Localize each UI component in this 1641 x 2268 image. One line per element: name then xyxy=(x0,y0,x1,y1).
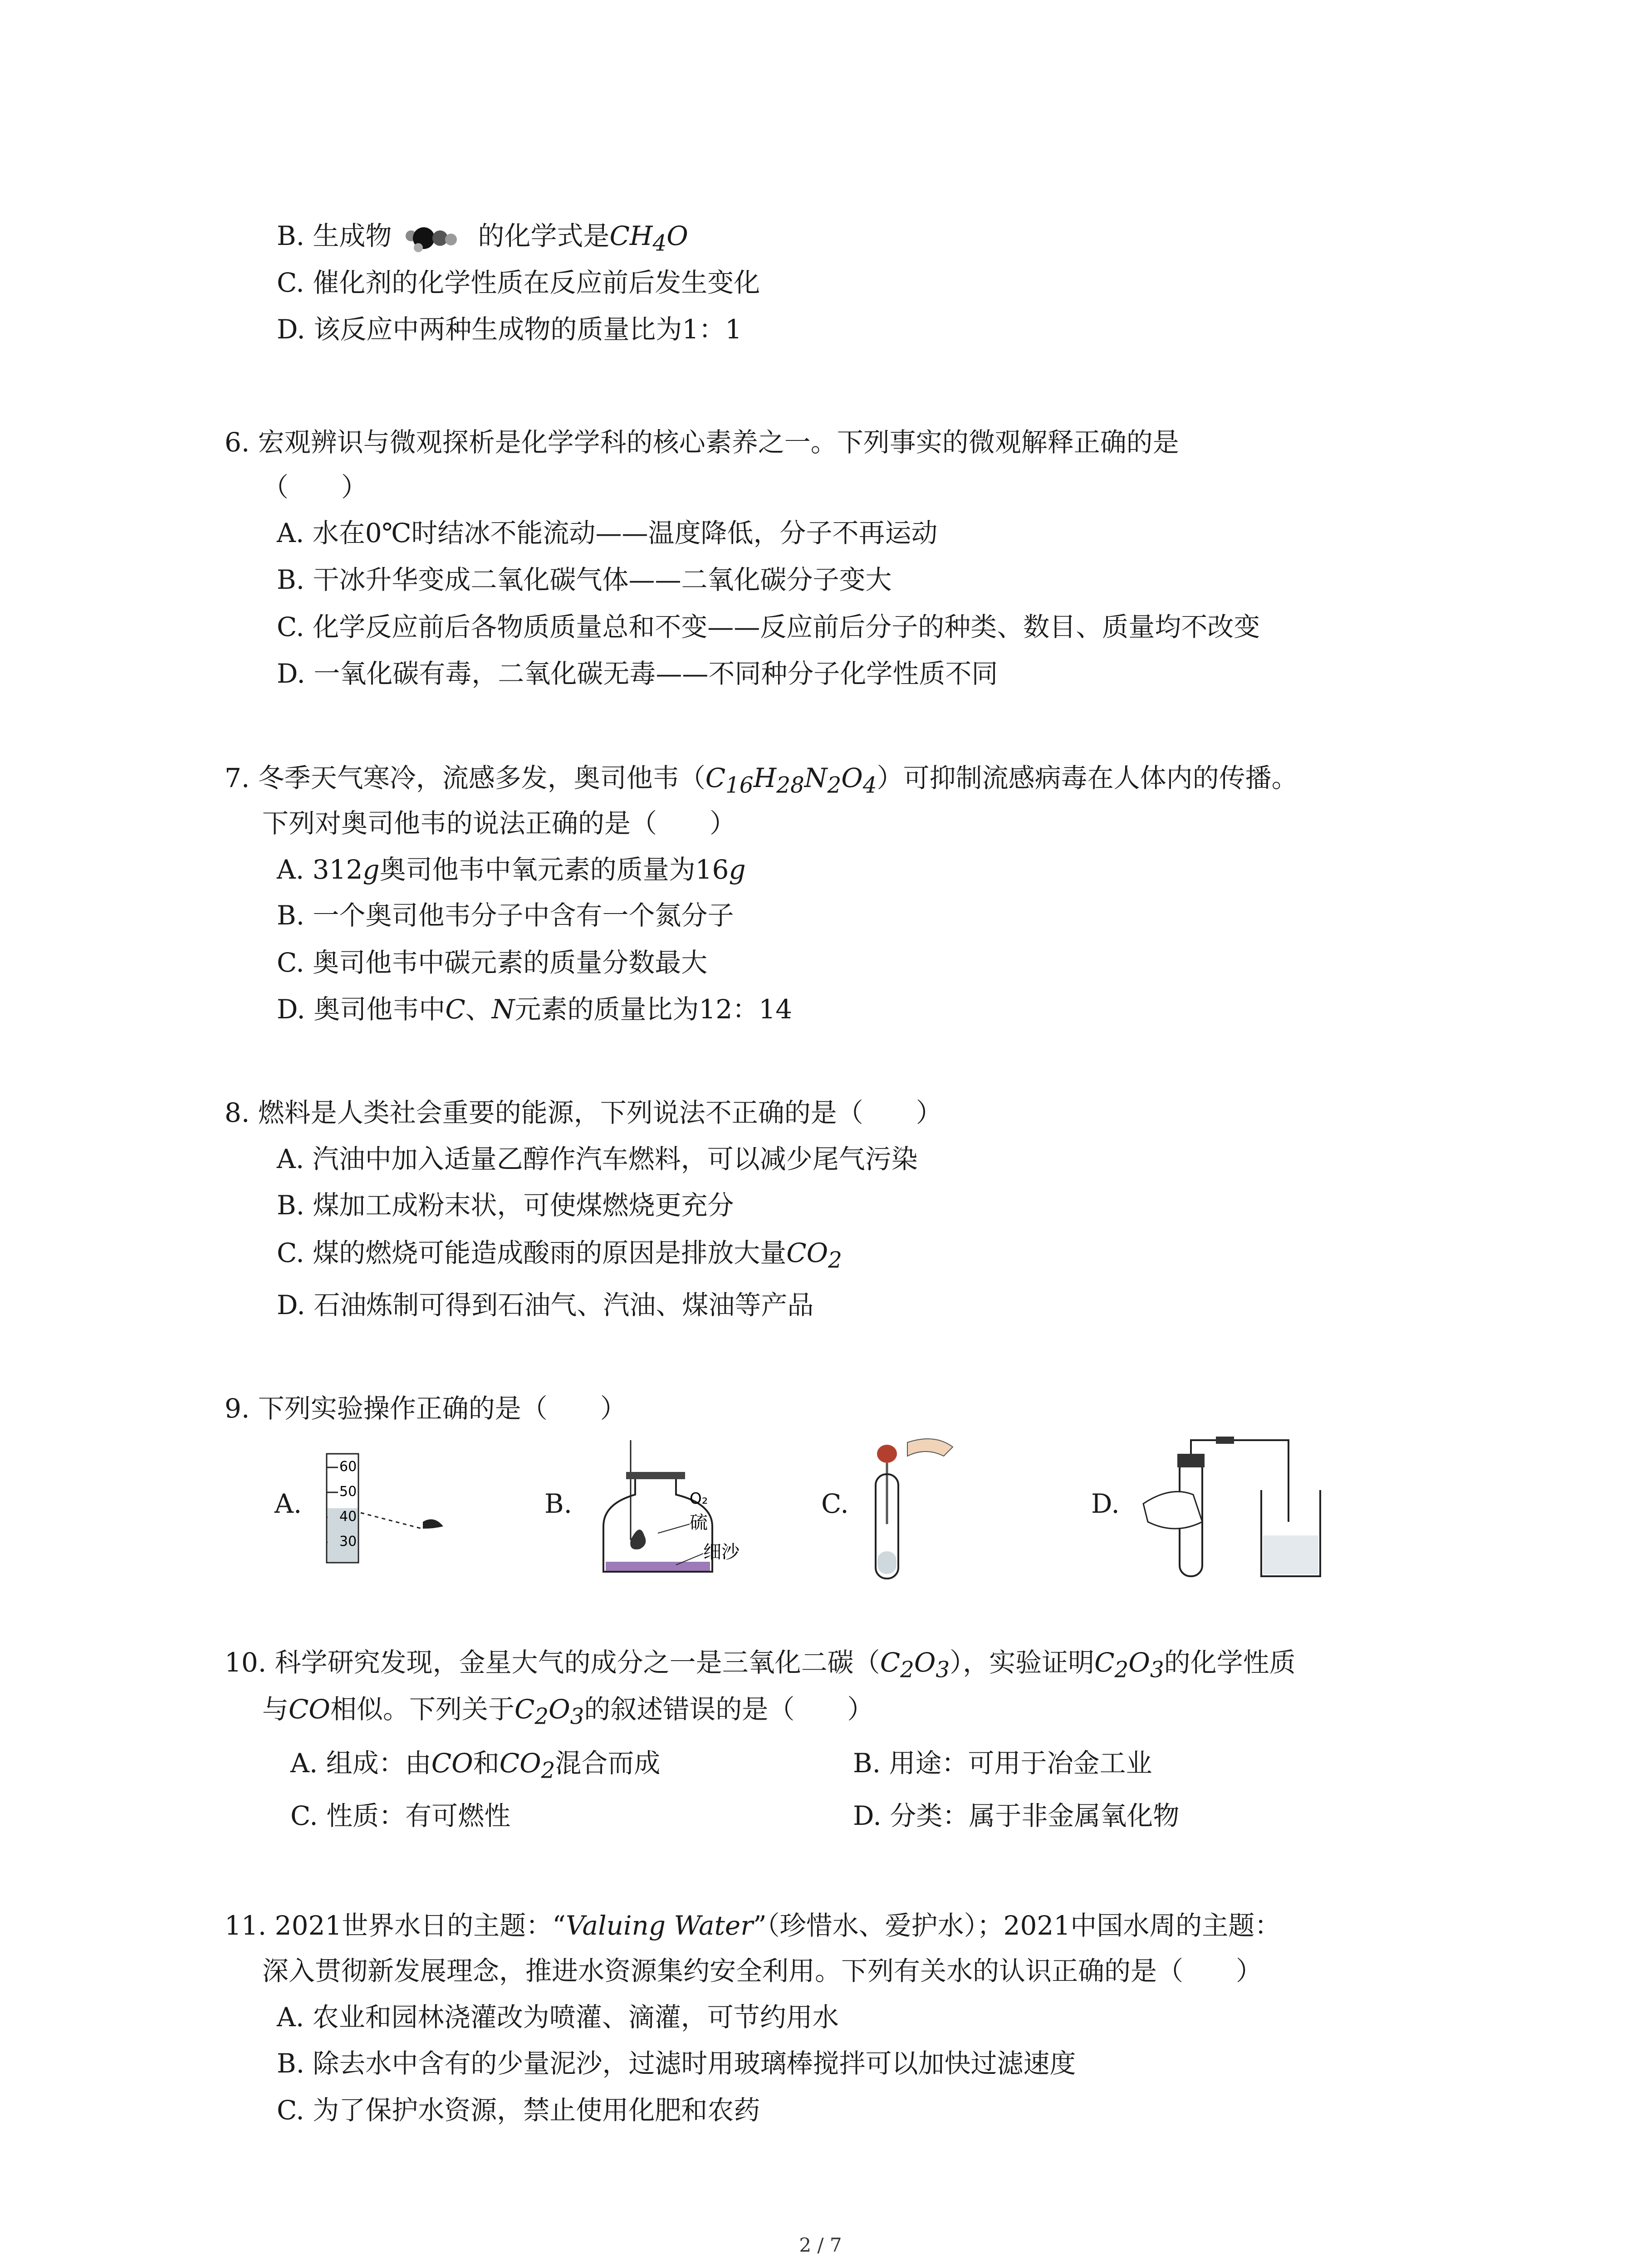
q7-option-d: D. 奥司他韦中C、N元素的质量比为12：14 xyxy=(277,994,793,1025)
q7-stem: 7. 冬季天气寒冷，流感多发，奥司他韦$(C_{16}H_{28}N_2O_4)$可抑制流感病毒在人体内的传播。 xyxy=(225,763,1298,798)
q5-option-b: B. 生成物 的化学式是$CH_4O$ xyxy=(277,220,688,256)
q11-option-c: C. 为了保护水资源，禁止使用化肥和农药 xyxy=(277,2095,760,2126)
b-label-sulfur: 硫 xyxy=(690,1512,708,1533)
q6-stem: 6. 宏观辨识与微观探析是化学学科的核心素养之一。下列事实的微观解释正确的是 xyxy=(225,427,1179,458)
gas-bottle-figure xyxy=(585,1436,785,1581)
q10-option-a: A. 组成：由CO和$CO_2$混合而成 xyxy=(290,1748,661,1784)
q6-option-b: B. 干冰升华变成二氧化碳气体——二氧化碳分子变大 xyxy=(277,564,892,595)
q11-option-a: A. 农业和园林浇灌改为喷灌、滴灌，可节约用水 xyxy=(277,2002,839,2033)
b-label-sand: 细沙 xyxy=(703,1542,740,1563)
q6-blank: （ ） xyxy=(262,472,368,503)
q10-option-d: D. 分类：属于非金属氧化物 xyxy=(853,1800,1180,1831)
q11-stem-line2: 深入贯彻新发展理念，推进水资源集约安全利用。下列有关水的认识正确的是（ ） xyxy=(262,1955,1263,1986)
q6-option-a: A. 水在0℃时结冰不能流动——温度降低，分子不再运动 xyxy=(277,518,938,548)
q8-option-a: A. 汽油中加入适量乙醇作汽车燃料，可以减少尾气污染 xyxy=(277,1144,918,1174)
q9-label-c: C. xyxy=(821,1488,849,1519)
tick-60: 60 xyxy=(339,1459,357,1475)
q11-stem: 11. 2021世界水日的主题：“Valuing Water”（珍惜水、爱护水）；2021中国水周的主题： xyxy=(225,1910,1281,1941)
q7-option-b: B. 一个奥司他韦分子中含有一个氮分子 xyxy=(277,900,734,931)
tick-50: 50 xyxy=(339,1484,357,1500)
b-label-o2: O₂ xyxy=(690,1490,708,1508)
hand-icon xyxy=(1143,1491,1202,1529)
q7-option-a: A. 312g奥司他韦中氧元素的质量为16g xyxy=(277,854,746,885)
q9-stem: 9. 下列实验操作正确的是（ ） xyxy=(225,1393,627,1424)
q6-option-d: D. 一氧化碳有毒，二氧化碳无毒——不同种分子化学性质不同 xyxy=(277,658,998,689)
q7-option-c: C. 奥司他韦中碳元素的质量分数最大 xyxy=(277,947,708,978)
tick-40: 40 xyxy=(339,1509,357,1525)
q9-label-d: D. xyxy=(1091,1488,1120,1519)
q8-option-d: D. 石油炼制可得到石油气、汽油、煤油等产品 xyxy=(277,1290,814,1320)
q7-stem-line2: 下列对奥司他韦的说法正确的是（ ） xyxy=(262,808,736,839)
hand-icon xyxy=(907,1439,953,1456)
q10-stem-line2: 与CO相似。下列关于$C_2O_3$的叙述错误的是（ ） xyxy=(262,1694,874,1730)
q9-label-b: B. xyxy=(544,1488,573,1519)
q5-option-c: C. 催化剂的化学性质在反应前后发生变化 xyxy=(277,267,760,298)
q10-option-b: B. 用途：可用于冶金工业 xyxy=(853,1748,1152,1779)
q11-option-b: B. 除去水中含有的少量泥沙，过滤时用玻璃棒搅拌可以加快过滤速度 xyxy=(277,2048,1076,2079)
q9-label-a: A. xyxy=(274,1488,302,1519)
q8-option-c: C. 煤的燃烧可能造成酸雨的原因是排放大量$CO_2$ xyxy=(277,1237,842,1273)
q5-option-d: D. 该反应中两种生成物的质量比为1：1 xyxy=(277,314,742,345)
burning-sulfur-icon xyxy=(630,1530,646,1549)
oseltamivir-formula: $C_{16}H_{28}N_2O_4$ xyxy=(705,763,877,798)
q8-option-b: B. 煤加工成粉末状，可使煤燃烧更充分 xyxy=(277,1190,734,1221)
tick-30: 30 xyxy=(339,1534,357,1549)
page-number: 2 / 7 xyxy=(799,2234,842,2256)
q10-option-c: C. 性质：有可燃性 xyxy=(290,1800,511,1831)
airtightness-check-figure xyxy=(1139,1431,1329,1581)
measuring-cylinder-figure xyxy=(318,1449,463,1567)
q6-option-c: C. 化学反应前后各物质质量总和不变——反应前后分子的种类、数目、质量均不改变 xyxy=(277,611,1260,642)
q10-stem: 10. 科学研究发现，金星大气的成分之一是三氧化二碳$(C_2O_3)$，实验证明$C_2O_3$的化学性质 xyxy=(225,1647,1296,1683)
q8-stem: 8. 燃料是人类社会重要的能源，下列说法不正确的是（ ） xyxy=(225,1097,942,1128)
dropper-tube-figure xyxy=(853,1433,962,1583)
methanol-molecule-icon xyxy=(397,222,474,254)
eye-icon xyxy=(423,1519,443,1529)
